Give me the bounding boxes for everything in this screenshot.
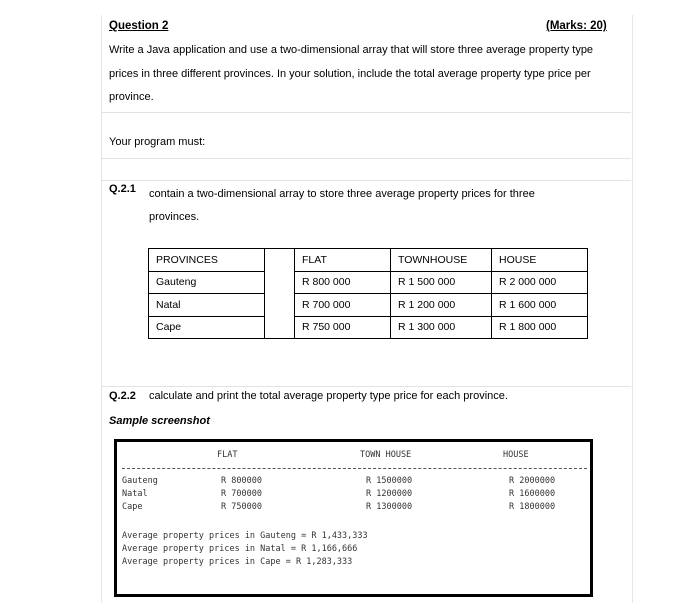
table-cell: Gauteng [149,271,265,294]
table-cell: R 1 200 000 [391,294,492,317]
console-province: Gauteng [122,476,158,486]
divider [101,180,631,181]
header-townhouse: TOWNHOUSE [391,249,492,272]
property-price-table [148,248,588,339]
sample-screenshot-label: Sample screenshot [109,415,210,427]
divider [101,158,631,159]
table-cell: R 1 600 000 [492,294,588,317]
console-total-line: Average property prices in Gauteng = R 1,433,333 [122,531,368,541]
program-must-label: Your program must: [109,136,206,148]
q22-text: calculate and print the total average property type price for each province. [149,390,508,402]
intro-line: Write a Java application and use a two-dimensional array that will store three average property type [109,44,594,56]
console-header-house: HOUSE [503,450,529,460]
console-total-line: Average property prices in Natal = R 1,166,666 [122,544,358,554]
table-cell: Cape [149,316,265,339]
table-header-row [149,249,588,272]
q21-line: provinces. [149,211,200,223]
table-spacer [265,249,295,339]
console-header-townhouse: TOWN HOUSE [360,450,412,460]
console-total-line: Average property prices in Cape = R 1,283,333 [122,557,353,567]
intro-line: prices in three different provinces. In your solution, include the total average property type price per [109,67,591,80]
console-value: R 1600000 [509,489,556,499]
console-value: R 1300000 [366,502,413,512]
console-header-flat: FLAT [217,450,238,460]
intro-paragraph [109,39,624,110]
q21-text [149,183,535,229]
header-provinces: PROVINCES [149,249,265,272]
question-marks: (Marks: 20) [546,20,607,32]
console-separator [122,468,587,469]
console-value: R 750000 [221,502,262,512]
table-cell: R 2 000 000 [492,271,588,294]
console-value: R 700000 [221,489,262,499]
divider [101,112,631,113]
table-cell: R 700 000 [295,294,391,317]
sample-console-output [114,439,593,597]
console-value: R 1200000 [366,489,413,499]
console-value: R 2000000 [509,476,556,486]
table-row [149,294,588,317]
q22-number: Q.2.2 [109,390,136,402]
table-cell: R 1 300 000 [391,316,492,339]
table-row [149,316,588,339]
header-flat: FLAT [295,249,391,272]
console-province: Natal [122,489,148,499]
console-province: Cape [122,502,143,512]
header-house: HOUSE [492,249,588,272]
table-row [149,271,588,294]
q21-line: contain a two-dimensional array to store three average property prices for three [149,188,535,200]
console-value: R 1800000 [509,502,556,512]
table-cell: Natal [149,294,265,317]
table-cell: R 750 000 [295,316,391,339]
divider [101,386,631,387]
table-cell: R 800 000 [295,271,391,294]
table-cell: R 1 800 000 [492,316,588,339]
console-value: R 800000 [221,476,262,486]
q21-number: Q.2.1 [109,183,136,195]
table-cell: R 1 500 000 [391,271,492,294]
console-value: R 1500000 [366,476,413,486]
intro-line: province. [109,91,154,103]
question-title: Question 2 [109,20,169,32]
